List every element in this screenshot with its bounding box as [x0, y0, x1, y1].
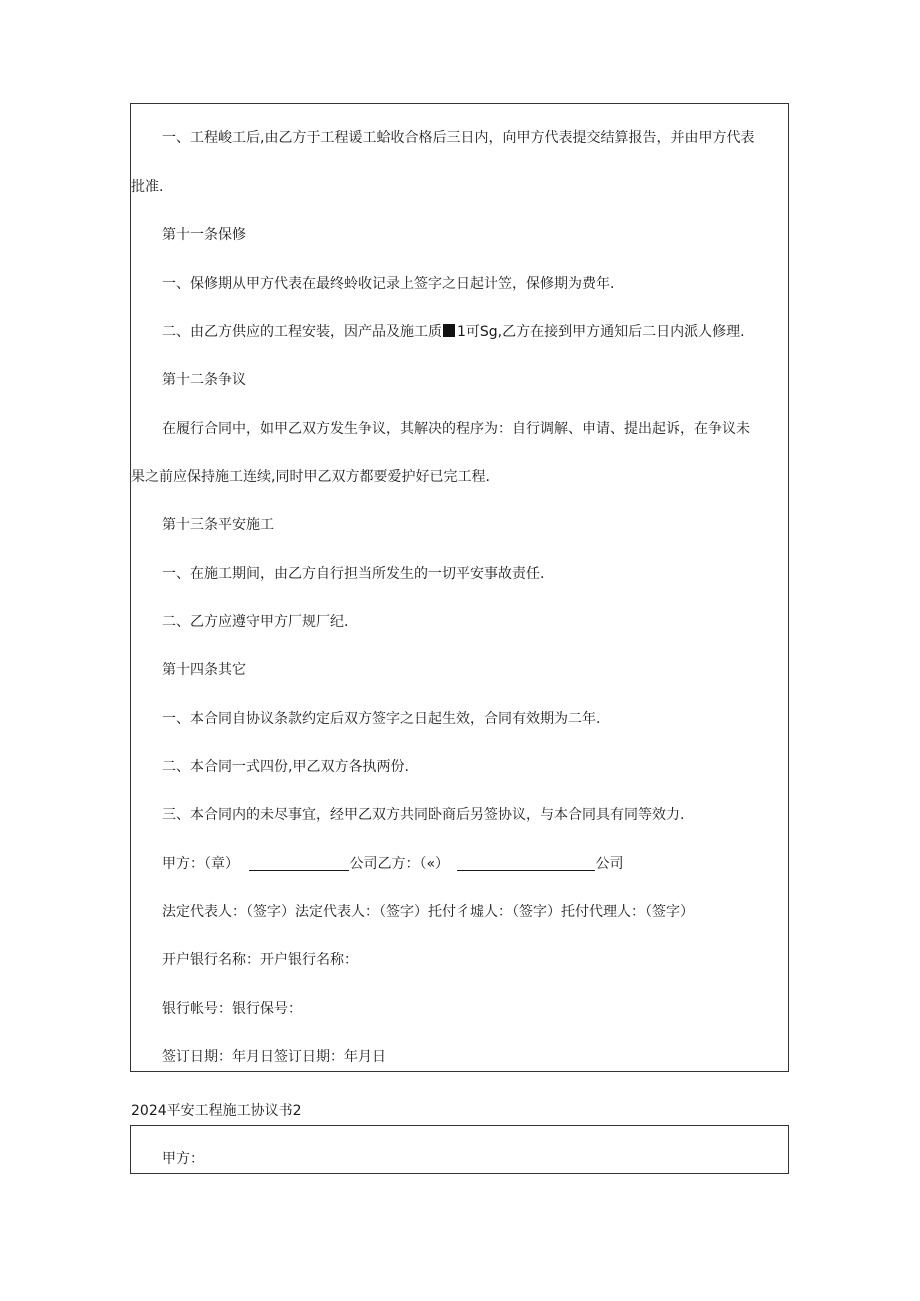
filled-square-glyph: [443, 324, 455, 337]
article-heading: 第十三条平安施工: [162, 517, 274, 533]
clause-text: 一、在施工期间，由乙方自行担当所发生的一切平安事故责任.: [162, 566, 545, 582]
clause-text: 在履行合同中，如甲乙双方发生争议，其解决的程序为：自行调解、申请、提出起诉，在争议未: [162, 421, 750, 437]
document-title: 2024平安工程施工协议书2: [131, 1103, 302, 1119]
second-agreement-box: [130, 1125, 789, 1174]
clause-text: [162, 322, 745, 342]
clause-text: 一、保修期从甲方代表在最终蛉收记录上签字之日起计笠，保修期为费年.: [162, 276, 615, 292]
clause-text-part: 二、由乙方供应的工程安装，因产品及施工质: [162, 324, 442, 340]
article-heading: 第十二条争议: [162, 372, 246, 388]
clause-text-part: 1可Sg,乙方在接到甲方通知后二日内派人修理.: [457, 324, 745, 340]
party-a-seal-label: 甲方：（章）: [162, 856, 239, 872]
party-a-name-blank: [249, 856, 349, 871]
party-b-seal-label: 公司乙方：（«）: [349, 856, 450, 872]
clause-text: 二、本合同一式四份,甲乙双方各执两份.: [162, 759, 409, 775]
signature-parties-line: [162, 854, 623, 874]
bank-name-line: 开户银行名称：开户银行名称：: [162, 952, 358, 968]
party-a-label: 甲方：: [162, 1151, 204, 1167]
clause-text: 批准.: [131, 179, 164, 195]
article-heading: 第十四条其它: [162, 662, 246, 678]
clause-text: 三、本合同内的未尽事宜，经甲乙双方共同卧商后另签协议，与本合同具有同等效力.: [162, 807, 685, 823]
bank-account-line: 银行帐号：银行保号：: [162, 1001, 302, 1017]
clause-text: 二、乙方应遵守甲方厂规厂纪.: [162, 614, 349, 630]
legal-representative-line: 法定代表人：（签字）法定代表人：（签字）托付彳墟人：（签字）托付代理人：（签字）: [162, 904, 694, 920]
clause-text: 一、工程峻工后,由乙方于工程谖工蛤收合格后三日内，向甲方代表提交结算报告，并由甲方代表: [162, 130, 755, 146]
article-heading: 第十一条保修: [162, 227, 246, 243]
party-b-name-blank: [457, 856, 595, 871]
clause-text: 果之前应保持施工连续,同时甲乙双方都要爱护好已完工程.: [131, 469, 490, 485]
signing-date-line: 签订日期：年月日签订日期：年月日: [162, 1049, 386, 1065]
clause-text: 一、本合同自协议条款约定后双方签字之日起生效，合同有效期为二年.: [162, 711, 601, 727]
contract-clauses-box: [130, 103, 789, 1072]
company-suffix: 公司: [595, 856, 624, 872]
